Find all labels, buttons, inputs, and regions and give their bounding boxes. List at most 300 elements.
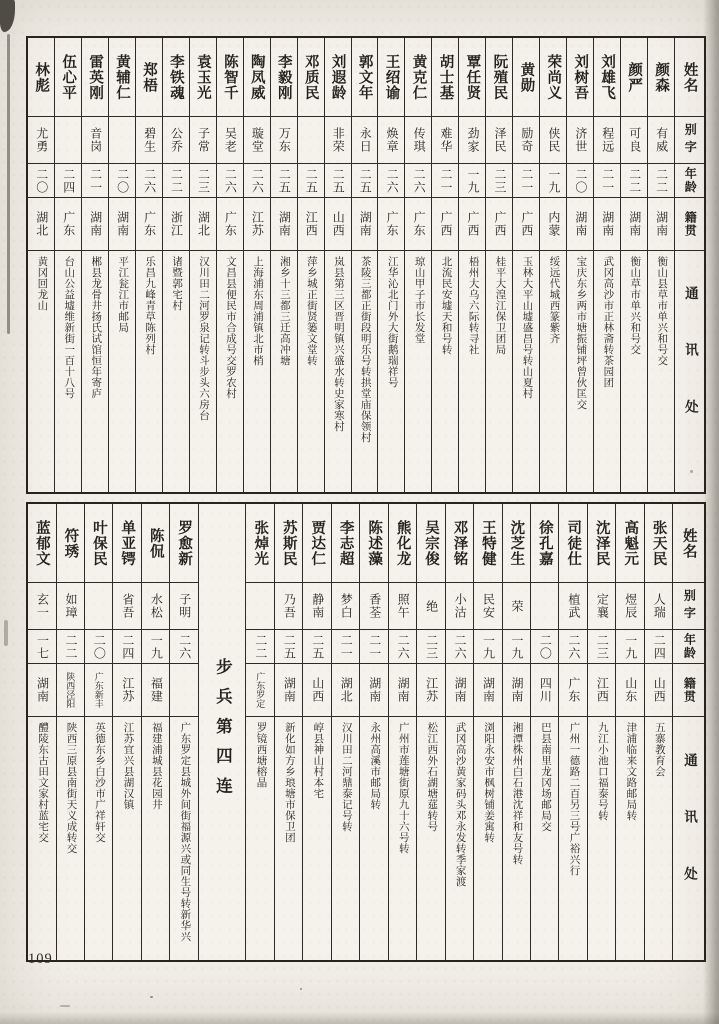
native-cell-text: 广西 [519,211,534,237]
roster-column [620,38,647,492]
name-cell-text: 沈芝生 [508,519,525,567]
address-cell [109,250,135,492]
native-cell [588,663,615,716]
native-cell-text: 福建 [149,677,164,703]
age-cell [170,629,197,663]
native-cell-text: 湖南 [481,677,496,703]
address-cell [28,250,54,492]
native-cell-text: 广东新丰 [93,672,104,708]
name-cell-text: 胡士基 [437,53,454,101]
section-divider-label: 步兵第四连 [213,657,233,807]
column-header-native [673,663,704,716]
age-cell [82,163,108,197]
age-cell-text: 二五 [277,167,292,194]
native-cell [648,197,674,250]
address-cell-text: 萍乡城正街贤篓文堂转 [305,256,317,366]
byname-cell [163,116,189,163]
address-cell-text: 黄冈回龙山 [36,256,48,311]
name-cell-text: 郑梧 [140,61,157,93]
name-cell-text: 符琇 [62,527,79,559]
address-cell [275,716,302,960]
byname-cell [246,582,273,629]
byname-cell-text: 小沽 [453,593,468,619]
name-cell [113,504,140,582]
byname-cell [446,582,473,629]
native-cell [540,197,566,250]
native-cell-text: 湖北 [339,677,354,703]
byname-cell [513,116,539,163]
byname-cell [389,582,416,629]
age-cell [405,163,431,197]
age-cell [588,629,615,663]
age-cell-text: 二六 [566,633,581,660]
age-cell [85,629,112,663]
roster-column [28,38,54,492]
native-cell-text: 湖南 [627,211,642,237]
scan-ink-blob [0,0,15,32]
byname-cell [55,116,81,163]
age-cell-text: 一九 [481,633,496,660]
age-cell [136,163,162,197]
address-cell [645,716,672,960]
name-cell-text: 叶保民 [90,519,107,567]
byname-cell-text: 子常 [196,127,211,153]
name-cell-text: 司徒仕 [565,519,582,567]
scan-speck [60,1005,70,1007]
native-cell [142,663,169,716]
roster-column [216,38,243,492]
name-cell-text: 雷英刚 [87,53,104,101]
address-cell [217,250,243,492]
native-cell [57,663,84,716]
name-cell [142,504,169,582]
native-cell [621,197,647,250]
age-cell [325,163,351,197]
age-cell-text: 二六 [142,167,157,194]
name-cell-text: 徐孔嘉 [536,519,553,567]
roster-column [615,504,643,960]
roster-table-top [26,36,706,494]
name-cell [540,38,566,116]
address-cell-text: 诸暨郭宅村 [171,256,183,311]
name-cell [244,38,270,116]
column-header-byname-text: 别字 [682,588,697,624]
address-cell [55,250,81,492]
byname-cell [588,582,615,629]
native-cell-text: 湖北 [34,211,49,237]
name-cell [85,504,112,582]
byname-cell [217,116,243,163]
name-cell [378,38,404,116]
name-cell-text: 林彪 [33,61,50,93]
roster-column [245,504,273,960]
address-cell-text: 衡山草市单兴和号交 [629,256,641,355]
native-cell-text: 四川 [538,677,553,703]
age-cell-text: 二〇 [115,167,130,194]
address-cell-text: 平江瓮江市邮局 [117,256,129,333]
name-cell [645,504,672,582]
name-cell [513,38,539,116]
native-cell-text: 江西 [304,211,319,237]
native-cell [378,197,404,250]
column-header-name [673,504,704,582]
age-cell [217,163,243,197]
column-header-age-text: 年龄 [683,167,698,194]
header-column [672,504,704,960]
byname-cell [275,582,302,629]
name-cell [55,38,81,116]
address-cell [136,250,162,492]
age-cell-text: 一七 [35,633,50,660]
name-cell [648,38,674,116]
roster-column [512,38,539,492]
address-cell [540,250,566,492]
age-cell-text: 二六 [250,167,265,194]
scan-edge-shadow-bottom [0,1012,719,1024]
age-cell-text: 二四 [120,633,135,660]
scan-binding-shadow [7,34,10,334]
native-cell [486,197,512,250]
name-cell [298,38,324,116]
address-cell-text: 津浦临来文路邮局转 [625,722,637,821]
address-cell [405,250,431,492]
native-cell-text: 广东 [223,211,238,237]
age-cell-text: 二一 [519,167,534,194]
age-cell [271,163,297,197]
age-cell-text: 二六 [385,167,400,194]
age-cell-text: 一九 [466,167,480,194]
name-cell-text: 罗愈新 [176,519,193,567]
age-cell [559,629,586,663]
native-cell-text: 湖南 [367,677,382,703]
roster-column [141,504,169,960]
age-cell [28,163,54,197]
address-cell [621,250,647,492]
roster-column [274,504,302,960]
age-cell-text: 二一 [339,633,354,660]
age-cell-text: 二六 [396,633,411,660]
name-cell-text: 覃任贤 [464,53,481,101]
age-cell-text: 二二 [253,633,268,660]
address-cell-text: 陕西三原县南街天义成转交 [65,722,77,854]
roster-column [54,38,81,492]
age-cell-text: 二六 [223,167,238,194]
address-cell-text: 永州高溪市邮局转 [369,722,381,810]
address-cell [486,250,512,492]
age-cell [57,629,84,663]
column-header-age [673,629,704,663]
byname-cell [244,116,270,163]
roster-column [485,38,512,492]
age-cell-text: 二〇 [92,633,107,660]
native-cell-text: 陕西泾阳 [65,672,76,708]
native-cell-text: 湖南 [396,677,411,703]
name-cell [432,38,458,116]
byname-cell-text: 静南 [310,593,325,619]
native-cell [28,663,55,716]
age-cell [244,163,270,197]
age-cell [389,629,416,663]
byname-cell-text: 有威 [654,127,669,153]
byname-cell-text: 侠民 [546,127,561,153]
roster-column [331,504,359,960]
address-cell [57,716,84,960]
native-cell-text: 湖南 [358,211,373,237]
age-cell [352,163,378,197]
byname-cell-text: 碧生 [142,127,157,153]
name-cell [28,38,54,116]
native-cell [389,663,416,716]
roster-column [502,504,530,960]
byname-cell [271,116,297,163]
native-cell [85,663,112,716]
address-cell-text: 绥远代城西篆紫齐 [548,256,560,344]
native-cell-text: 湖南 [573,211,588,237]
column-header-address [675,250,704,492]
native-cell [474,663,501,716]
native-cell [325,197,351,250]
byname-cell-text: 劲家 [466,127,480,153]
native-cell-text: 广东 [412,211,427,237]
age-cell [163,163,189,197]
address-cell [594,250,620,492]
byname-cell-text: 植武 [566,593,581,619]
address-cell [378,250,404,492]
name-cell-text: 王绍谕 [383,53,400,101]
native-cell-text: 内蒙 [546,211,561,237]
name-cell [389,504,416,582]
address-cell [303,716,330,960]
age-cell-text: 二三 [492,167,507,194]
name-cell [621,38,647,116]
byname-cell-text: 省吾 [120,593,135,619]
name-cell [531,504,558,582]
address-cell [246,716,273,960]
byname-cell [648,116,674,163]
name-cell [325,38,351,116]
native-cell [503,663,530,716]
roster-column [162,38,189,492]
address-cell [360,716,387,960]
roster-column [297,38,324,492]
native-cell [163,197,189,250]
name-cell-text: 伍心平 [60,53,77,101]
name-cell [163,38,189,116]
age-cell [417,629,444,663]
byname-cell-text: 万东 [277,127,292,153]
address-cell-text: 茶陵三都正街段明乐号转拱堂庙保领村 [359,256,371,443]
byname-cell [405,116,431,163]
byname-cell-text: 非荣 [331,127,346,153]
age-cell [378,163,404,197]
roster-column [404,38,431,492]
address-cell-text: 桂平大湟江保卫团局 [494,256,506,355]
age-cell [503,629,530,663]
name-cell-text: 熊化龙 [394,519,411,567]
roster-column [84,504,112,960]
name-cell [474,504,501,582]
address-cell [170,716,197,960]
address-cell-text: 浏阳永安市枫树铺姜寓转 [483,722,495,843]
address-cell [298,250,324,492]
address-cell [389,716,416,960]
byname-cell [298,116,324,163]
column-header-address-text: 通讯处 [682,286,698,457]
native-cell [275,663,302,716]
section-divider [198,504,246,960]
age-cell-text: 二四 [61,167,76,194]
address-cell [325,250,351,492]
address-cell-text: 湘潭株州白石港沈祥和友号转 [511,722,523,865]
native-cell-text: 广东 [142,211,157,237]
roster-column [56,504,84,960]
name-cell-text: 陶凤威 [248,53,265,101]
byname-cell [616,582,643,629]
address-cell-text: 新化如方乡琅塘市保卫团 [283,722,295,843]
byname-cell [531,582,558,629]
native-cell-text: 湖南 [654,211,669,237]
scan-speck [300,988,302,990]
name-cell-text: 单亚锷 [119,519,136,567]
name-cell-text: 黄勋 [518,61,535,93]
byname-cell [82,116,108,163]
byname-cell [113,582,140,629]
name-cell [303,504,330,582]
native-cell [417,663,444,716]
byname-cell [474,582,501,629]
roster-column [644,504,672,960]
age-cell [298,163,324,197]
name-cell [616,504,643,582]
native-cell [246,663,273,716]
address-cell [503,716,530,960]
native-cell-text: 山西 [331,211,346,237]
name-cell [405,38,431,116]
byname-cell [645,582,672,629]
name-cell [28,504,55,582]
native-cell [109,197,135,250]
column-header-byname [675,116,704,163]
address-cell [459,250,485,492]
native-cell-text: 广西 [492,211,507,237]
age-cell-text: 二三 [424,633,439,660]
column-header-native [675,197,704,250]
address-cell-text: 五寨教育会 [653,722,665,777]
native-cell [446,663,473,716]
byname-cell [378,116,404,163]
byname-cell-text: 玄一 [35,593,50,619]
name-cell-text: 沈泽民 [593,519,610,567]
name-cell-text: 李铁魂 [167,53,184,101]
name-cell [246,504,273,582]
address-cell [559,716,586,960]
native-cell-text: 湖南 [282,677,297,703]
roster-column [431,38,458,492]
page-number: 109 [28,951,53,967]
native-cell [616,663,643,716]
age-cell-text: 一九 [623,633,638,660]
address-cell [531,716,558,960]
roster-column [377,38,404,492]
roster-column [359,504,387,960]
age-cell [594,163,620,197]
age-cell [486,163,512,197]
name-cell-text: 郭文年 [356,53,373,101]
age-cell-text: 二一 [600,167,615,194]
roster-column [243,38,270,492]
age-cell-text: 二三 [196,167,211,194]
age-cell [113,629,140,663]
age-cell [28,629,55,663]
name-cell [594,38,620,116]
byname-cell [503,582,530,629]
byname-cell-text: 尤勇 [34,127,49,153]
native-cell-text: 江苏 [250,211,265,237]
name-cell-text: 苏斯民 [280,519,297,567]
address-cell-text: 广州市莲塘街原九十六号转 [397,722,409,854]
native-cell [82,197,108,250]
native-cell-text: 湖南 [88,211,103,237]
native-cell [352,197,378,250]
age-cell-text: 二〇 [34,167,49,194]
byname-cell-text: 励奇 [519,127,534,153]
byname-cell [303,582,330,629]
age-cell-text: 二五 [282,633,297,660]
byname-cell [540,116,566,163]
age-cell [513,163,539,197]
byname-cell-text: 公乔 [169,127,184,153]
name-cell-text: 蓝郁文 [33,519,50,567]
byname-cell-text: 香荃 [367,593,382,619]
address-cell [432,250,458,492]
byname-cell-text: 荣 [509,599,524,613]
age-cell-text: 二一 [88,167,103,194]
age-cell-text: 二二 [627,167,642,194]
roster-column [302,504,330,960]
column-header-byname [673,582,704,629]
age-cell [474,629,501,663]
byname-cell [360,582,387,629]
age-cell [360,629,387,663]
roster-column [539,38,566,492]
native-cell [332,663,359,716]
native-cell-text: 广东 [385,211,400,237]
name-cell-text: 李志超 [337,519,354,567]
roster-column [593,38,620,492]
age-cell-text: 二五 [331,167,346,194]
name-cell [417,504,444,582]
age-cell-text: 二二 [63,633,78,660]
name-cell [57,504,84,582]
address-cell-text: 岚县第三区晋明镇兴盛水转史家寒村 [332,256,344,432]
column-header-address-text: 通讯处 [682,753,698,924]
byname-cell-text: 民安 [481,593,496,619]
address-cell-text: 上海浦东周浦镇北市梢 [251,256,263,366]
byname-cell [190,116,216,163]
byname-cell [136,116,162,163]
byname-cell [332,582,359,629]
name-cell [136,38,162,116]
byname-cell-text: 可良 [627,127,642,153]
name-cell [360,504,387,582]
native-cell [170,663,197,716]
name-cell [190,38,216,116]
byname-cell-text: 煜辰 [623,593,638,619]
byname-cell-text: 焕章 [385,127,400,153]
roster-column [112,504,140,960]
native-cell [559,663,586,716]
native-cell-text: 浙江 [169,211,184,237]
